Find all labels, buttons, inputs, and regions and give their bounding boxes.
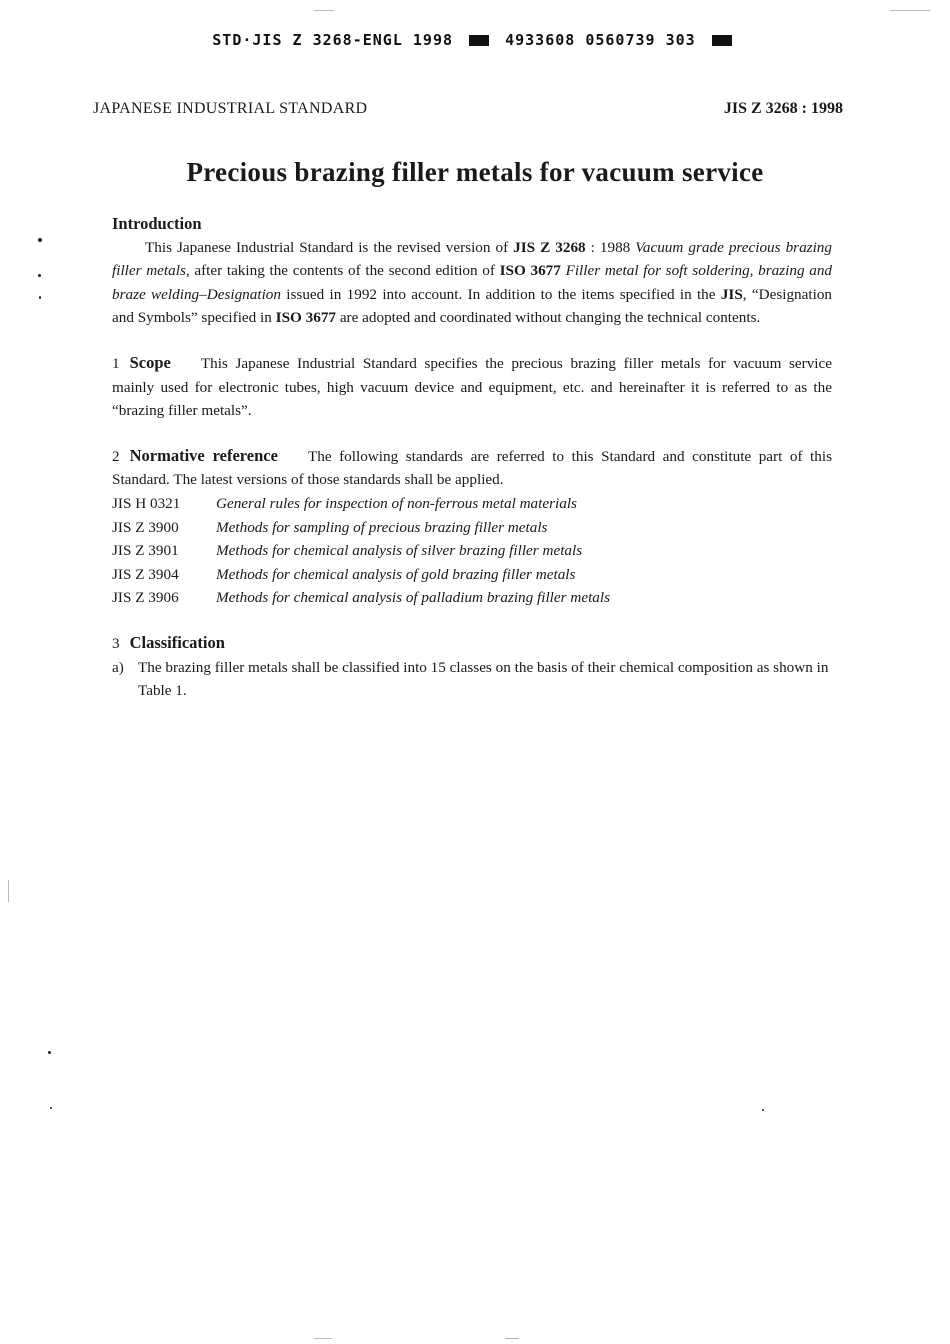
reference-code: JIS H 0321 bbox=[112, 494, 181, 512]
intro-ref-iso: ISO 3677 bbox=[499, 262, 561, 280]
stamp-block-icon bbox=[712, 35, 732, 46]
scan-speck bbox=[38, 238, 42, 242]
intro-ref-jis-short: JIS bbox=[720, 285, 743, 303]
normative-reference-section bbox=[112, 444, 832, 610]
scan-speck bbox=[762, 1109, 764, 1111]
reference-item bbox=[112, 586, 832, 610]
reference-title: Methods for chemical analysis of palladium brazing filler metals bbox=[216, 589, 611, 607]
intro-text-3: , after taking the contents of the second edition of bbox=[185, 262, 500, 280]
scope-text: This Japanese Industrial Standard specifies the precious brazing filler metals for vacuum service mainly used for electronic tubes, high vacuum device and equipment, etc. and hereinafter it is referred to as the “brazing filler metals”. bbox=[112, 354, 832, 420]
intro-title-1: Vacuum grade precious brazing filler metals bbox=[112, 238, 832, 280]
classification-item-marker: a) bbox=[112, 658, 124, 676]
scan-speck bbox=[48, 1051, 51, 1054]
intro-text-2: : 1988 bbox=[585, 238, 636, 256]
stamp-block-icon bbox=[469, 35, 489, 46]
scan-speck bbox=[39, 296, 41, 299]
reference-item bbox=[112, 563, 832, 587]
reference-code: JIS Z 3901 bbox=[112, 542, 179, 560]
intro-text-6: , “Designation and Symbols” specified in bbox=[112, 285, 833, 327]
reference-code: JIS Z 3900 bbox=[112, 518, 179, 536]
reference-item bbox=[112, 539, 832, 563]
scan-speck bbox=[50, 1107, 52, 1109]
scope-section bbox=[112, 351, 832, 423]
introduction-section bbox=[112, 212, 832, 330]
classification-item bbox=[112, 656, 832, 703]
reference-list bbox=[112, 492, 832, 610]
scope-heading: Scope bbox=[129, 352, 171, 372]
classification-section bbox=[112, 631, 832, 703]
reference-item bbox=[112, 516, 832, 540]
intro-text-5: issued in 1992 into account. In addition to the items specified in the bbox=[280, 285, 721, 303]
intro-text-7: are adopted and coordinated without changing the technical contents. bbox=[336, 309, 761, 327]
reference-code: JIS Z 3906 bbox=[112, 589, 179, 607]
classification-heading: Classification bbox=[129, 632, 225, 652]
scan-line bbox=[314, 10, 334, 11]
introduction-paragraph bbox=[112, 236, 832, 330]
scope-number: 1 bbox=[112, 354, 120, 372]
reference-item bbox=[112, 492, 832, 516]
intro-ref-iso-2: ISO 3677 bbox=[275, 309, 337, 327]
classification-heading-row bbox=[112, 631, 832, 656]
document-body bbox=[112, 212, 832, 703]
header-standard-name: JAPANESE INDUSTRIAL STANDARD bbox=[93, 100, 368, 117]
normative-paragraph bbox=[112, 444, 832, 492]
normative-heading: Normative reference bbox=[129, 445, 278, 465]
document-stamp bbox=[0, 31, 950, 49]
scope-paragraph bbox=[112, 351, 832, 423]
classification-number: 3 bbox=[112, 634, 120, 652]
classification-item-text: The brazing filler metals shall be classified into 15 classes on the basis of their chemical composition as shown in Table 1. bbox=[138, 658, 829, 700]
reference-title: Methods for sampling of precious brazing filler metals bbox=[216, 518, 548, 536]
normative-text: The following standards are referred to this Standard and constitute part of this Standard. The latest versions of those standards shall be applied. bbox=[112, 447, 832, 489]
stamp-number: 4933608 0560739 303 bbox=[505, 31, 696, 49]
scan-line bbox=[314, 1338, 332, 1339]
stamp-code: STD·JIS Z 3268-ENGL 1998 bbox=[212, 31, 454, 49]
intro-title-2: Filler metal for soft soldering, brazing and braze welding–Designation bbox=[112, 262, 833, 303]
normative-number: 2 bbox=[112, 447, 120, 465]
reference-title: Methods for chemical analysis of gold brazing filler metals bbox=[216, 565, 576, 583]
scan-line bbox=[890, 10, 930, 11]
scan-line bbox=[505, 1338, 519, 1339]
page-title: Precious brazing filler metals for vacuum service bbox=[186, 157, 764, 187]
reference-code: JIS Z 3904 bbox=[112, 565, 179, 583]
scan-line bbox=[8, 880, 9, 902]
intro-text-1: This Japanese Industrial Standard is the revised version of bbox=[145, 238, 514, 256]
intro-ref-jis: JIS Z 3268 bbox=[513, 238, 586, 256]
reference-title: General rules for inspection of non-ferrous metal materials bbox=[216, 494, 577, 512]
introduction-heading: Introduction bbox=[112, 214, 202, 233]
reference-title: Methods for chemical analysis of silver brazing filler metals bbox=[216, 542, 583, 560]
header-standard-number: JIS Z 3268 : 1998 bbox=[723, 100, 843, 117]
scan-speck bbox=[38, 274, 41, 277]
